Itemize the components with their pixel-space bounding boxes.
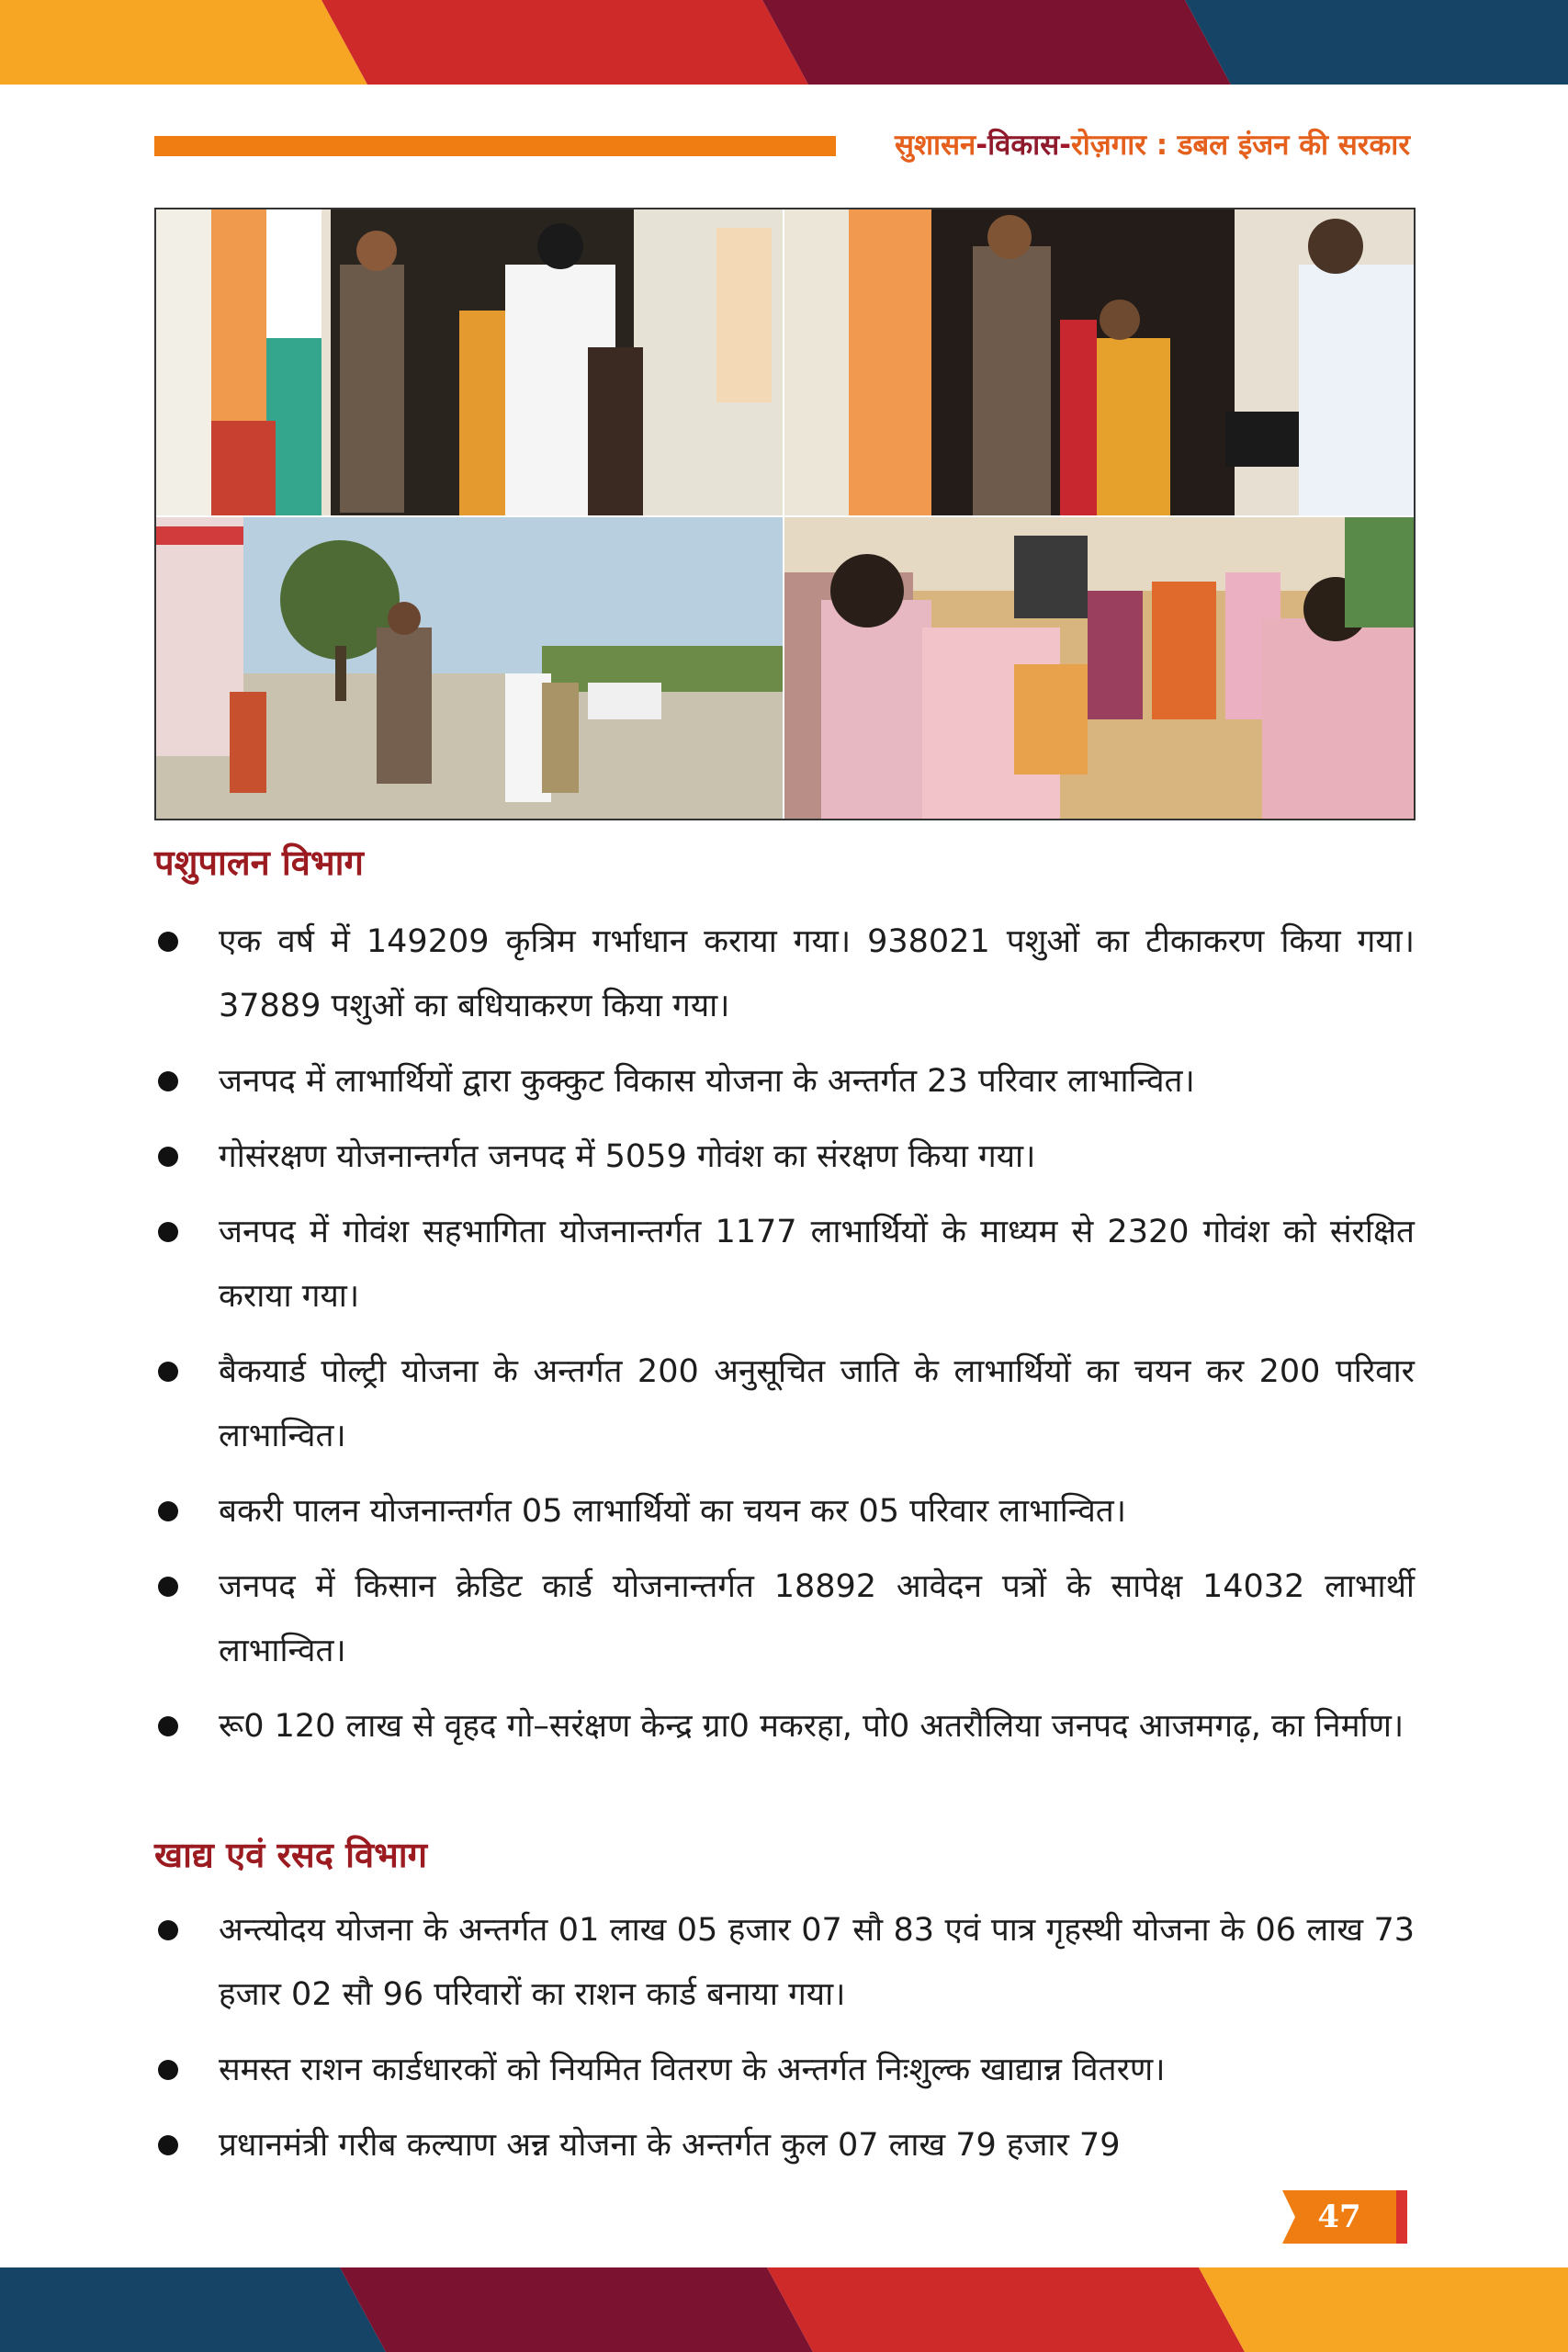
list-item <box>154 1555 1415 1683</box>
photo-inspection-classroom <box>156 209 783 515</box>
bullet-icon <box>158 1071 178 1091</box>
list-item <box>154 1200 1415 1329</box>
list-item <box>154 1479 1415 1544</box>
title-separator: - <box>1059 129 1072 162</box>
list-item <box>154 1125 1415 1189</box>
page-number: 47 <box>1317 2199 1361 2235</box>
animal-husbandry-list <box>154 910 1415 1770</box>
list-item-text: जनपद में गोवंश सहभागिता योजनान्तर्गत 1177 लाभार्थियों के माध्यम से 2320 गोवंश को संरक्षित कराया गया। <box>219 1214 1415 1315</box>
title-part-rozgar: रोज़गार : डबल इंजन की सरकार <box>1071 129 1410 162</box>
bottom-decorative-band <box>0 2267 1568 2352</box>
list-item <box>154 1694 1415 1758</box>
list-item-text: रू0 120 लाख से वृहद गो–सरंक्षण केन्द्र ग्रा0 मकरहा, पो0 अतरौलिया जनपद आजमगढ़, का निर्माण। <box>219 1708 1404 1745</box>
list-item <box>154 910 1415 1038</box>
top-decorative-band <box>0 0 1568 85</box>
section-heading-animal-husbandry: पशुपालन विभाग <box>154 842 364 883</box>
list-item-text: एक वर्ष में 149209 कृत्रिम गर्भाधान कराया गया। 938021 पशुओं का टीकाकरण किया गया। 37889 पशुओं का बधियाकरण किया गया। <box>219 923 1415 1024</box>
list-item <box>154 2038 1415 2102</box>
bullet-icon <box>158 1222 178 1242</box>
title-separator: - <box>976 129 988 162</box>
list-item-text: समस्त राशन कार्डधारकों को नियमित वितरण के अन्तर्गत निःशुल्क खाद्यान्न वितरण। <box>219 2052 1166 2088</box>
bullet-icon <box>158 1362 178 1382</box>
photo-officials-with-staff <box>784 209 1414 515</box>
title-part-vikas: विकास <box>987 129 1060 162</box>
list-item-text: बकरी पालन योजनान्तर्गत 05 लाभार्थियों का चयन कर 05 परिवार लाभान्वित। <box>219 1493 1127 1530</box>
list-item <box>154 1049 1415 1114</box>
bullet-icon <box>158 1716 178 1736</box>
header-rule <box>154 136 836 156</box>
bullet-icon <box>158 1501 178 1521</box>
food-supply-list <box>154 1898 1415 2188</box>
bullet-icon <box>158 1920 178 1940</box>
photo-collage <box>154 208 1416 820</box>
bullet-icon <box>158 2060 178 2080</box>
bullet-icon <box>158 1147 178 1167</box>
list-item-text: बैकयार्ड पोल्ट्री योजना के अन्तर्गत 200 अनुसूचित जाति के लाभार्थियों का चयन कर 200 परिवार लाभान्वित। <box>219 1353 1415 1454</box>
page-number-tab <box>1282 2190 1407 2244</box>
list-item <box>154 2113 1415 2177</box>
list-item-text: अन्त्योदय योजना के अन्तर्गत 01 लाख 05 हजार 07 सौ 83 एवं पात्र गृहस्थी योजना के 06 लाख 73 हजार 02 सौ 96 परिवारों का राशन कार्ड बनाया गया। <box>219 1912 1415 2013</box>
running-title <box>895 125 1410 164</box>
bullet-icon <box>158 1577 178 1597</box>
list-item-text: प्रधानमंत्री गरीब कल्याण अन्न योजना के अन्तर्गत कुल 07 लाख 79 हजार 79 <box>219 2127 1121 2164</box>
list-item-text: जनपद में किसान क्रेडिट कार्ड योजनान्तर्गत 18892 आवेदन पत्रों के सापेक्ष 14032 लाभार्थी लाभान्वित। <box>219 1568 1415 1669</box>
photo-students-assembly <box>784 517 1414 819</box>
list-item-text: जनपद में लाभार्थियों द्वारा कुक्कुट विकास योजना के अन्तर्गत 23 परिवार लाभान्वित। <box>219 1063 1195 1100</box>
title-part-sushasan: सुशासन <box>895 129 976 162</box>
photo-officials-walking <box>156 517 783 819</box>
bullet-icon <box>158 932 178 952</box>
list-item-text: गोसंरक्षण योजनान्तर्गत जनपद में 5059 गोवंश का संरक्षण किया गया। <box>219 1138 1036 1175</box>
bullet-icon <box>158 2135 178 2155</box>
section-heading-food-supply: खाद्य एवं रसद विभाग <box>154 1835 428 1875</box>
list-item <box>154 1340 1415 1468</box>
list-item <box>154 1898 1415 2027</box>
